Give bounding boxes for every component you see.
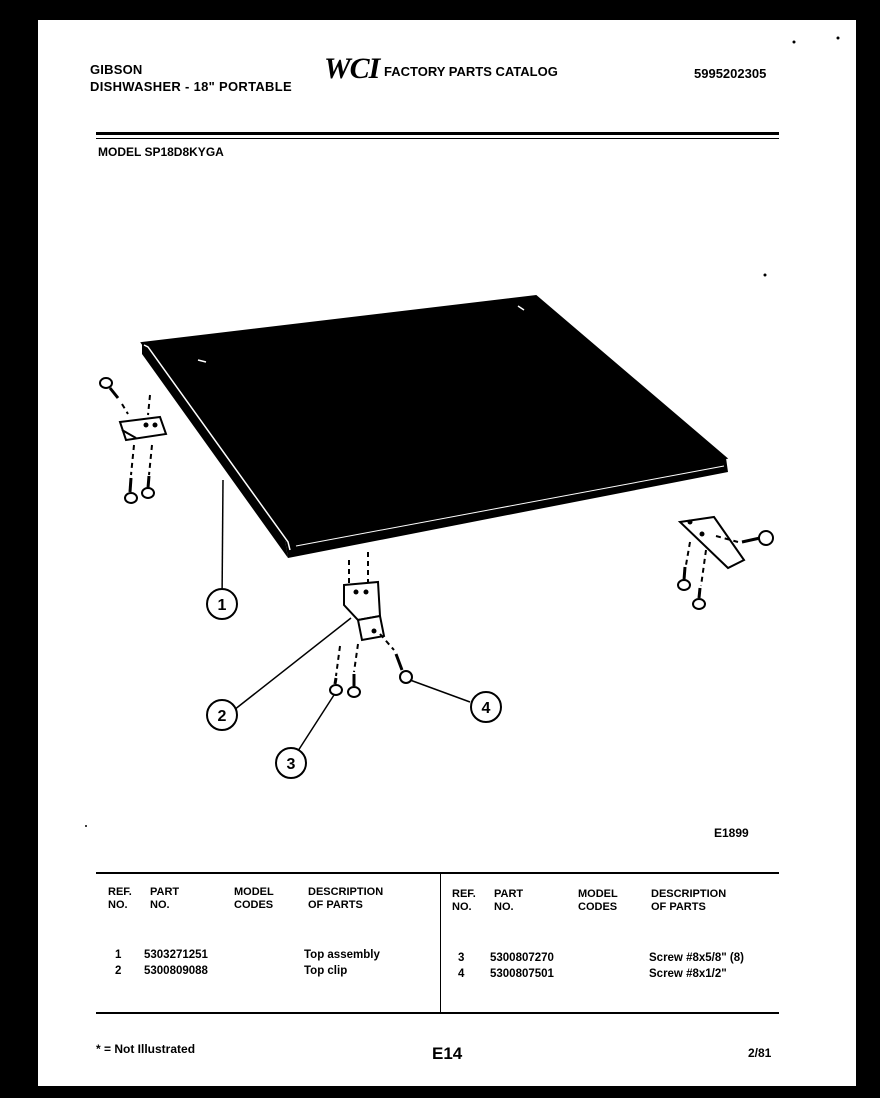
table-row-part: 5303271251 xyxy=(144,949,208,961)
exploded-diagram xyxy=(38,20,856,1086)
callout-2 xyxy=(207,700,237,730)
table-top-rule xyxy=(96,872,779,874)
catalog-page xyxy=(38,20,856,1086)
table-row-ref: 1 xyxy=(115,949,122,961)
diagram-code: E1899 xyxy=(714,826,749,840)
callout-4 xyxy=(471,692,501,722)
header-part-right: PART NO. xyxy=(494,888,524,913)
svg-text:2: 2 xyxy=(217,708,227,725)
top-assembly-drawing xyxy=(142,296,728,558)
model-number: MODEL SP18D8KYGA xyxy=(98,145,224,159)
page-number: E14 xyxy=(432,1044,463,1063)
callout-3 xyxy=(276,748,306,778)
table-bottom-rule xyxy=(96,1012,779,1014)
table-column-divider xyxy=(440,872,441,1012)
right-clip-drawing xyxy=(678,517,773,609)
callout-1 xyxy=(207,589,237,619)
brand-name: GIBSON xyxy=(90,62,143,77)
revision-date: 2/81 xyxy=(748,1046,772,1060)
table-row-ref: 4 xyxy=(458,968,465,980)
header-part: PART NO. xyxy=(150,886,180,911)
table-row-desc: Screw #8x1/2" xyxy=(649,968,727,980)
header-ref-right: REF. NO. xyxy=(452,888,476,913)
table-row-desc: Top clip xyxy=(304,965,348,977)
header-description-right: DESCRIPTION OF PARTS xyxy=(651,888,727,913)
wci-logo: WCI xyxy=(324,52,380,85)
header-model-codes: MODEL CODES xyxy=(234,886,274,911)
table-row-ref: 2 xyxy=(115,965,122,977)
catalog-number: 5995202305 xyxy=(694,66,767,81)
catalog-title: FACTORY PARTS CATALOG xyxy=(384,64,558,79)
table-row-part: 5300807270 xyxy=(490,952,554,964)
header-description: DESCRIPTION OF PARTS xyxy=(308,886,384,911)
not-illustrated-note: * = Not Illustrated xyxy=(96,1042,196,1056)
left-clip-drawing xyxy=(100,378,166,503)
table-row-desc: Top assembly xyxy=(304,949,380,961)
svg-text:4: 4 xyxy=(481,700,491,717)
table-row-desc: Screw #8x5/8" (8) xyxy=(649,952,744,964)
svg-text:3: 3 xyxy=(286,756,296,773)
header-ref: REF. NO. xyxy=(108,886,132,911)
svg-text:1: 1 xyxy=(217,597,227,614)
table-row-ref: 3 xyxy=(458,952,465,964)
table-row-part: 5300809088 xyxy=(144,965,208,977)
product-title: DISHWASHER - 18" PORTABLE xyxy=(90,79,292,94)
table-row-part: 5300807501 xyxy=(490,968,554,980)
header-model-codes-right: MODEL CODES xyxy=(578,888,618,913)
